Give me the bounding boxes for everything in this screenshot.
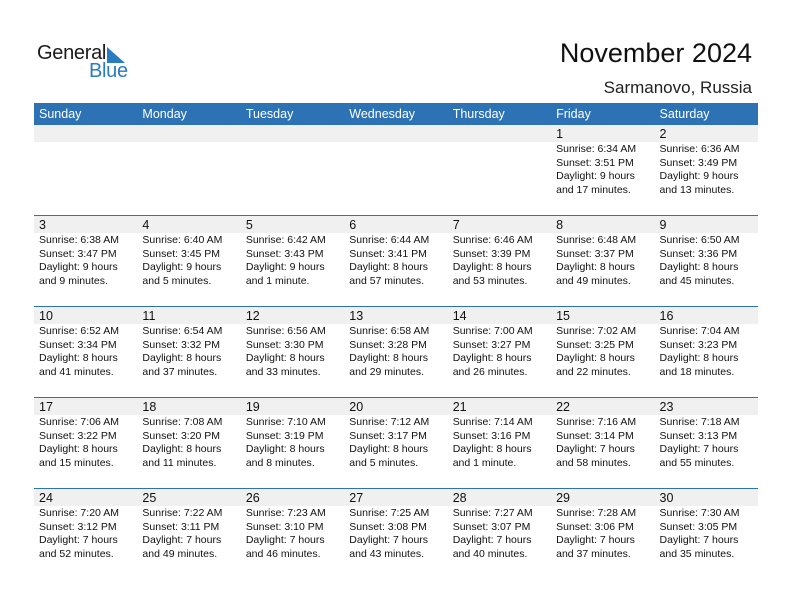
page-title: November 2024	[559, 38, 752, 68]
sunset-time: Sunset: 3:28 PM	[349, 338, 427, 351]
sunrise-time: Sunrise: 6:58 AM	[349, 325, 430, 337]
sunrise-time: Sunrise: 6:40 AM	[142, 234, 223, 246]
day-cell	[137, 398, 240, 470]
daylight-duration-line1: Daylight: 8 hours	[349, 352, 429, 365]
day-cell	[344, 125, 447, 197]
sunrise-time: Sunrise: 6:56 AM	[245, 325, 326, 337]
sunrise-time: Sunrise: 7:06 AM	[39, 416, 119, 428]
sunset-time: Sunset: 3:10 PM	[245, 520, 324, 533]
sunrise-time: Sunrise: 7:02 AM	[556, 325, 637, 337]
day-sun-info	[556, 507, 654, 561]
daylight-duration-line2: and 40 minutes.	[452, 547, 528, 560]
day-number: 27	[349, 491, 364, 505]
day-cell	[655, 489, 758, 561]
day-cell	[34, 398, 137, 470]
day-sun-info	[349, 416, 447, 470]
week-row	[34, 306, 758, 397]
sunrise-time: Sunrise: 6:34 AM	[556, 143, 637, 155]
day-sun-info	[660, 325, 758, 379]
day-number: 12	[245, 309, 260, 323]
day-sun-info	[142, 234, 240, 288]
daylight-duration-line2: and 45 minutes.	[659, 274, 735, 287]
weekday-header: Wednesday	[349, 107, 416, 121]
sunset-time: Sunset: 3:13 PM	[659, 429, 738, 442]
day-cell	[551, 307, 654, 379]
calendar-grid	[34, 103, 758, 579]
daylight-duration-line2: and 13 minutes.	[659, 183, 735, 196]
day-cell	[34, 307, 137, 379]
day-sun-info	[39, 507, 137, 561]
day-number	[142, 125, 240, 142]
day-number: 20	[349, 400, 364, 414]
sunset-time: Sunset: 3:34 PM	[39, 338, 117, 351]
day-sun-info	[349, 234, 447, 288]
sunset-time: Sunset: 3:17 PM	[349, 429, 427, 442]
day-number: 29	[556, 491, 571, 505]
daylight-duration-line2: and 41 minutes.	[39, 365, 114, 378]
sunset-time: Sunset: 3:14 PM	[556, 429, 634, 442]
daylight-duration-line2: and 1 minute.	[245, 274, 310, 287]
sunrise-time: Sunrise: 6:42 AM	[245, 234, 326, 246]
day-number: 28	[452, 491, 467, 505]
sunrise-time: Sunrise: 7:10 AM	[245, 416, 326, 428]
day-sun-info	[453, 416, 551, 470]
day-sun-info	[39, 416, 137, 470]
sunrise-time: Sunrise: 6:44 AM	[349, 234, 430, 246]
day-sun-info	[453, 507, 551, 561]
day-sun-info	[349, 325, 447, 379]
sunrise-time: Sunrise: 7:14 AM	[452, 416, 533, 428]
daylight-duration-line2: and 22 minutes.	[556, 365, 631, 378]
day-number: 3	[39, 218, 46, 232]
sunrise-time: Sunrise: 7:12 AM	[349, 416, 430, 428]
daylight-duration-line1: Daylight: 7 hours	[39, 534, 118, 547]
sunset-time: Sunset: 3:43 PM	[245, 247, 324, 260]
day-number	[349, 125, 447, 142]
sunset-time: Sunset: 3:05 PM	[659, 520, 738, 533]
daylight-duration-line2: and 49 minutes.	[556, 274, 631, 287]
day-number: 1	[556, 127, 564, 141]
day-cell	[34, 489, 137, 561]
daylight-duration-line1: Daylight: 8 hours	[659, 261, 739, 274]
sunrise-time: Sunrise: 7:23 AM	[245, 507, 326, 519]
day-number: 7	[452, 218, 460, 232]
day-cell	[448, 489, 551, 561]
day-number: 22	[556, 400, 571, 414]
week-row	[34, 125, 758, 215]
daylight-duration-line1: Daylight: 7 hours	[659, 443, 739, 456]
day-sun-info	[246, 325, 344, 379]
day-cell	[241, 307, 344, 379]
weekday-header: Monday	[142, 107, 187, 121]
daylight-duration-line2: and 8 minutes.	[245, 456, 315, 469]
day-sun-info	[556, 143, 654, 197]
daylight-duration-line2: and 37 minutes.	[142, 365, 218, 378]
day-number: 24	[39, 491, 53, 505]
daylight-duration-line2: and 1 minute.	[452, 456, 517, 469]
day-cell	[551, 216, 654, 288]
sunrise-time: Sunrise: 7:00 AM	[452, 325, 533, 337]
sunset-time: Sunset: 3:39 PM	[452, 247, 531, 260]
sunset-time: Sunset: 3:49 PM	[659, 156, 738, 169]
week-row	[34, 488, 758, 579]
daylight-duration-line1: Daylight: 8 hours	[245, 443, 325, 456]
day-cell	[344, 216, 447, 288]
day-number: 21	[452, 400, 467, 414]
day-number: 30	[659, 491, 674, 505]
day-sun-info	[660, 143, 758, 197]
sunrise-time: Sunrise: 6:50 AM	[659, 234, 740, 246]
day-number: 4	[142, 218, 150, 232]
daylight-duration-line1: Daylight: 8 hours	[452, 352, 532, 365]
week-cells	[34, 489, 758, 561]
daylight-duration-line1: Daylight: 8 hours	[556, 352, 635, 365]
day-number	[246, 125, 344, 142]
sunrise-time: Sunrise: 7:16 AM	[556, 416, 637, 428]
day-cell	[655, 125, 758, 197]
day-number	[39, 125, 137, 142]
week-row	[34, 397, 758, 488]
daylight-duration-line2: and 46 minutes.	[245, 547, 321, 560]
sunset-time: Sunset: 3:19 PM	[245, 429, 324, 442]
day-sun-info	[39, 325, 137, 379]
day-number: 15	[556, 309, 571, 323]
daylight-duration-line1: Daylight: 7 hours	[349, 534, 429, 547]
day-number: 17	[39, 400, 53, 414]
sunset-time: Sunset: 3:25 PM	[556, 338, 634, 351]
sunset-time: Sunset: 3:06 PM	[556, 520, 634, 533]
daylight-duration-line2: and 57 minutes.	[349, 274, 424, 287]
day-sun-info	[142, 416, 240, 470]
day-cell	[448, 307, 551, 379]
sunrise-time: Sunrise: 7:08 AM	[142, 416, 223, 428]
day-sun-info	[246, 234, 344, 288]
day-number: 19	[245, 400, 260, 414]
day-cell	[551, 398, 654, 470]
daylight-duration-line1: Daylight: 8 hours	[142, 352, 222, 365]
day-sun-info	[246, 416, 344, 470]
day-number: 26	[245, 491, 260, 505]
sunset-time: Sunset: 3:45 PM	[142, 247, 221, 260]
sunrise-time: Sunrise: 7:04 AM	[659, 325, 740, 337]
daylight-duration-line1: Daylight: 9 hours	[659, 170, 739, 183]
week-cells	[34, 216, 758, 288]
day-number: 25	[142, 491, 157, 505]
daylight-duration-line2: and 5 minutes.	[349, 456, 419, 469]
day-number: 23	[659, 400, 674, 414]
daylight-duration-line1: Daylight: 7 hours	[659, 534, 739, 547]
daylight-duration-line1: Daylight: 7 hours	[142, 534, 222, 547]
sunrise-time: Sunrise: 6:38 AM	[39, 234, 119, 246]
day-cell	[551, 489, 654, 561]
sunset-time: Sunset: 3:16 PM	[452, 429, 531, 442]
sunset-time: Sunset: 3:51 PM	[556, 156, 634, 169]
day-cell	[241, 125, 344, 197]
sunrise-time: Sunrise: 6:54 AM	[142, 325, 223, 337]
sunrise-time: Sunrise: 7:28 AM	[556, 507, 637, 519]
sunrise-time: Sunrise: 7:22 AM	[142, 507, 223, 519]
day-number: 10	[39, 309, 53, 323]
day-cell	[551, 125, 654, 197]
sunset-time: Sunset: 3:32 PM	[142, 338, 221, 351]
day-sun-info	[142, 325, 240, 379]
week-row	[34, 215, 758, 306]
sunset-time: Sunset: 3:23 PM	[659, 338, 738, 351]
daylight-duration-line1: Daylight: 9 hours	[556, 170, 635, 183]
sunset-time: Sunset: 3:41 PM	[349, 247, 427, 260]
day-cell	[655, 307, 758, 379]
sunrise-time: Sunrise: 6:46 AM	[452, 234, 533, 246]
weekday-header: Tuesday	[245, 107, 294, 121]
day-cell	[241, 216, 344, 288]
daylight-duration-line1: Daylight: 8 hours	[39, 352, 118, 365]
logo-text-general: General	[37, 42, 107, 64]
daylight-duration-line1: Daylight: 8 hours	[452, 443, 532, 456]
day-sun-info	[453, 234, 551, 288]
day-number: 9	[659, 218, 667, 232]
daylight-duration-line1: Daylight: 8 hours	[349, 443, 429, 456]
daylight-duration-line1: Daylight: 7 hours	[245, 534, 325, 547]
daylight-duration-line1: Daylight: 8 hours	[349, 261, 429, 274]
location-subtitle: Sarmanovo, Russia	[603, 78, 752, 97]
sunset-time: Sunset: 3:37 PM	[556, 247, 634, 260]
day-cell	[655, 398, 758, 470]
daylight-duration-line1: Daylight: 7 hours	[452, 534, 532, 547]
daylight-duration-line2: and 49 minutes.	[142, 547, 218, 560]
weekday-header: Thursday	[452, 107, 505, 121]
daylight-duration-line2: and 15 minutes.	[39, 456, 114, 469]
day-sun-info	[660, 507, 758, 561]
day-number: 16	[659, 309, 674, 323]
daylight-duration-line2: and 18 minutes.	[659, 365, 735, 378]
day-sun-info	[556, 416, 654, 470]
daylight-duration-line2: and 37 minutes.	[556, 547, 631, 560]
day-cell	[344, 307, 447, 379]
day-cell	[344, 398, 447, 470]
daylight-duration-line2: and 55 minutes.	[659, 456, 735, 469]
sunset-time: Sunset: 3:07 PM	[452, 520, 531, 533]
sunrise-time: Sunrise: 7:20 AM	[39, 507, 119, 519]
sunset-time: Sunset: 3:22 PM	[39, 429, 117, 442]
daylight-duration-line2: and 11 minutes.	[142, 456, 217, 469]
daylight-duration-line1: Daylight: 8 hours	[452, 261, 532, 274]
sunset-time: Sunset: 3:11 PM	[142, 520, 220, 533]
sunrise-time: Sunrise: 6:48 AM	[556, 234, 637, 246]
day-number: 5	[245, 218, 253, 232]
daylight-duration-line1: Daylight: 7 hours	[556, 443, 635, 456]
day-sun-info	[556, 234, 654, 288]
sunset-time: Sunset: 3:36 PM	[659, 247, 738, 260]
daylight-duration-line1: Daylight: 9 hours	[245, 261, 325, 274]
week-cells	[34, 398, 758, 470]
daylight-duration-line1: Daylight: 7 hours	[556, 534, 635, 547]
day-cell	[137, 307, 240, 379]
day-cell	[448, 398, 551, 470]
sunset-time: Sunset: 3:12 PM	[39, 520, 117, 533]
weekday-header-row	[34, 103, 758, 125]
daylight-duration-line2: and 43 minutes.	[349, 547, 424, 560]
logo-text-blue: Blue	[89, 60, 128, 82]
day-sun-info	[142, 507, 240, 561]
daylight-duration-line2: and 52 minutes.	[39, 547, 114, 560]
daylight-duration-line2: and 29 minutes.	[349, 365, 424, 378]
sunset-time: Sunset: 3:30 PM	[245, 338, 324, 351]
daylight-duration-line1: Daylight: 8 hours	[556, 261, 635, 274]
sunrise-time: Sunrise: 7:18 AM	[659, 416, 740, 428]
day-number: 14	[452, 309, 467, 323]
day-cell	[241, 489, 344, 561]
week-cells	[34, 307, 758, 379]
day-sun-info	[660, 234, 758, 288]
daylight-duration-line2: and 35 minutes.	[659, 547, 735, 560]
day-sun-info	[453, 325, 551, 379]
weekday-header: Friday	[556, 107, 591, 121]
sunrise-time: Sunrise: 7:25 AM	[349, 507, 430, 519]
day-cell	[448, 125, 551, 197]
day-number: 2	[659, 127, 667, 141]
day-sun-info	[660, 416, 758, 470]
day-number: 8	[556, 218, 564, 232]
day-number: 11	[142, 309, 156, 323]
day-cell	[137, 216, 240, 288]
day-cell	[344, 489, 447, 561]
day-number: 6	[349, 218, 357, 232]
daylight-duration-line1: Daylight: 8 hours	[39, 443, 118, 456]
daylight-duration-line2: and 58 minutes.	[556, 456, 631, 469]
sunset-time: Sunset: 3:08 PM	[349, 520, 427, 533]
week-cells	[34, 125, 758, 197]
day-cell	[34, 125, 137, 197]
daylight-duration-line2: and 33 minutes.	[245, 365, 321, 378]
day-sun-info	[39, 234, 137, 288]
day-cell	[137, 489, 240, 561]
daylight-duration-line2: and 53 minutes.	[452, 274, 528, 287]
sunset-time: Sunset: 3:20 PM	[142, 429, 221, 442]
daylight-duration-line1: Daylight: 8 hours	[142, 443, 222, 456]
day-cell	[137, 125, 240, 197]
day-number: 18	[142, 400, 157, 414]
weekday-header: Sunday	[39, 107, 82, 121]
daylight-duration-line1: Daylight: 8 hours	[245, 352, 325, 365]
weekday-header: Saturday	[659, 107, 710, 121]
day-cell	[448, 216, 551, 288]
daylight-duration-line1: Daylight: 8 hours	[659, 352, 739, 365]
day-number	[453, 125, 551, 142]
day-sun-info	[556, 325, 654, 379]
sunrise-time: Sunrise: 6:52 AM	[39, 325, 119, 337]
sunset-time: Sunset: 3:27 PM	[452, 338, 531, 351]
sunset-time: Sunset: 3:47 PM	[39, 247, 117, 260]
day-cell	[655, 216, 758, 288]
sunrise-time: Sunrise: 7:27 AM	[452, 507, 533, 519]
day-cell	[241, 398, 344, 470]
daylight-duration-line1: Daylight: 9 hours	[39, 261, 118, 274]
daylight-duration-line2: and 17 minutes.	[556, 183, 631, 196]
day-cell	[34, 216, 137, 288]
daylight-duration-line2: and 26 minutes.	[452, 365, 528, 378]
day-sun-info	[349, 507, 447, 561]
sunrise-time: Sunrise: 6:36 AM	[659, 143, 740, 155]
weeks-container	[34, 125, 758, 579]
daylight-duration-line2: and 5 minutes.	[142, 274, 212, 287]
day-sun-info	[246, 507, 344, 561]
generalblue-logo	[37, 42, 137, 82]
daylight-duration-line1: Daylight: 9 hours	[142, 261, 222, 274]
sunrise-time: Sunrise: 7:30 AM	[659, 507, 740, 519]
daylight-duration-line2: and 9 minutes.	[39, 274, 108, 287]
day-number: 13	[349, 309, 364, 323]
